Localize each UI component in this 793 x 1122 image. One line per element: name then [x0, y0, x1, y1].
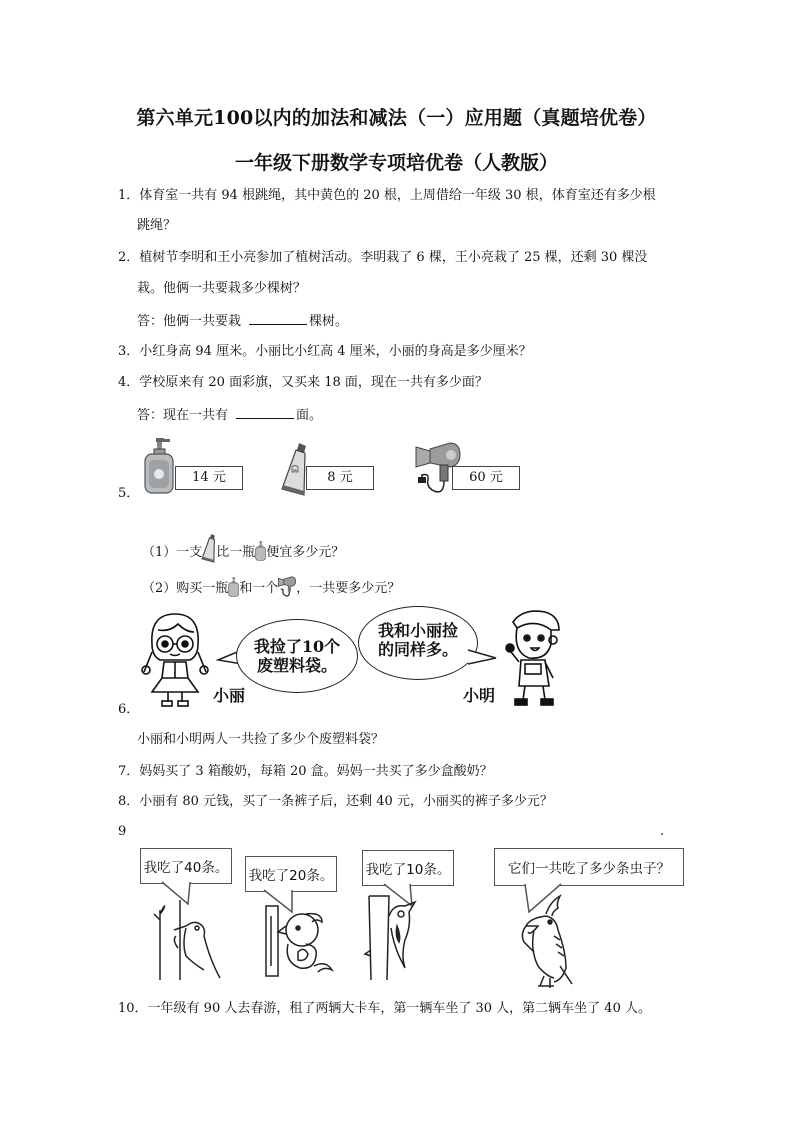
problem-text: 跳绳？: [137, 218, 177, 233]
problem-number: 7．: [118, 764, 140, 779]
price-tag: 14 元: [175, 466, 243, 490]
answer-line: 答：他俩一共要栽 棵树。: [137, 314, 349, 329]
problem-number: 9: [118, 824, 127, 839]
speech-box-3: 我吃了10条。: [362, 850, 454, 886]
sub-question-1: （1）一支 比一瓶 便宜多少元？: [142, 534, 344, 565]
girl-name-label: 小丽: [213, 686, 246, 705]
problem-number: 4．: [118, 375, 140, 390]
woodpecker-icon: [266, 906, 338, 978]
problem-text: 小丽有 80 元钱，买了一条裤子后，还剩 40 元，小丽买的裤子多少元？: [139, 794, 553, 809]
problem-number: 10．: [118, 1001, 148, 1016]
problem-number: 5．: [118, 486, 140, 501]
problem-text: 妈妈买了 3 箱酸奶，每箱 20 盒。妈妈一共买了多少盒酸奶？: [139, 764, 493, 779]
trailing-dot: .: [660, 824, 665, 839]
page-subtitle: 一年级下册数学专项培优卷（人教版）: [234, 152, 558, 174]
girl-speech-bubble: 我捡了10个 废塑料袋。: [236, 619, 358, 693]
boy-name-label: 小明: [463, 686, 496, 705]
woodpecker-icon: [363, 896, 423, 980]
lotion-bottle-icon: [228, 576, 239, 601]
problem-text: 体育室一共有 94 根跳绳，其中黄色的 20 根，上周借给一年级 30 根，体育室还有多少根: [139, 188, 656, 203]
problem-10: [118, 1001, 651, 1017]
problem-text: 栽。他俩一共要栽多少棵树？: [137, 281, 307, 296]
answer-blank[interactable]: [236, 406, 294, 419]
speech-box-1: 我吃了40条。: [140, 848, 232, 884]
problem-text: 一年级有 90 人去春游，租了两辆大卡车，第一辆车坐了 30 人，第二辆车坐了 40 人。: [147, 1001, 651, 1016]
page-title: 第六单元100以内的加法和减法（一）应用题（真题培优卷）: [136, 107, 657, 129]
problem-number: 3．: [118, 344, 140, 359]
problem-text: 植树节李明和王小亮参加了植树活动。李明栽了 6 棵，王小亮栽了 25 棵，还剩 30 棵没: [139, 250, 648, 265]
problem-text: 小红身高 94 厘米。小丽比小红高 4 厘米，小丽的身高是多少厘米？: [139, 344, 532, 359]
problem-7: [118, 764, 493, 780]
problem-8: [118, 794, 553, 810]
boy-speech-bubble: 我和小丽捡 的同样多。: [358, 606, 478, 680]
problem-number: 1．: [118, 188, 140, 203]
hair-dryer-icon: [278, 576, 296, 601]
problem-number: 8．: [118, 794, 140, 809]
boy-illustration-icon: [505, 608, 563, 708]
answer-blank[interactable]: [249, 312, 307, 325]
sub-question-2: （2）购买一瓶 和一个 ，一共要多少元？: [142, 576, 400, 601]
speech-box-4: 它们一共吃了多少条虫子？: [494, 848, 684, 886]
speech-box-2: 我吃了20条。: [245, 856, 337, 892]
girl-illustration-icon: [140, 612, 210, 708]
lotion-bottle-icon: [143, 438, 175, 494]
problem-3: [118, 344, 532, 360]
answer-line: 答：现在一共有 面。: [137, 408, 323, 423]
toothpaste-tube-icon: [202, 534, 216, 565]
toothpaste-tube-icon: [282, 443, 308, 495]
price-tag: 8 元: [306, 466, 374, 490]
problem-number: 6．: [118, 702, 140, 717]
woodpecker-icon: [150, 900, 220, 980]
speech-bubble-tail: [468, 648, 496, 668]
problem-text: 学校原来有 20 面彩旗，又买来 18 面，现在一共有多少面？: [139, 375, 488, 390]
problem-text: 小丽和小明两人一共捡了多少个废塑料袋？: [137, 732, 385, 747]
problem-number: 2．: [118, 250, 140, 265]
price-tag: 60 元: [452, 466, 520, 490]
woodpecker-icon: [516, 896, 580, 988]
lotion-bottle-icon: [255, 540, 266, 565]
